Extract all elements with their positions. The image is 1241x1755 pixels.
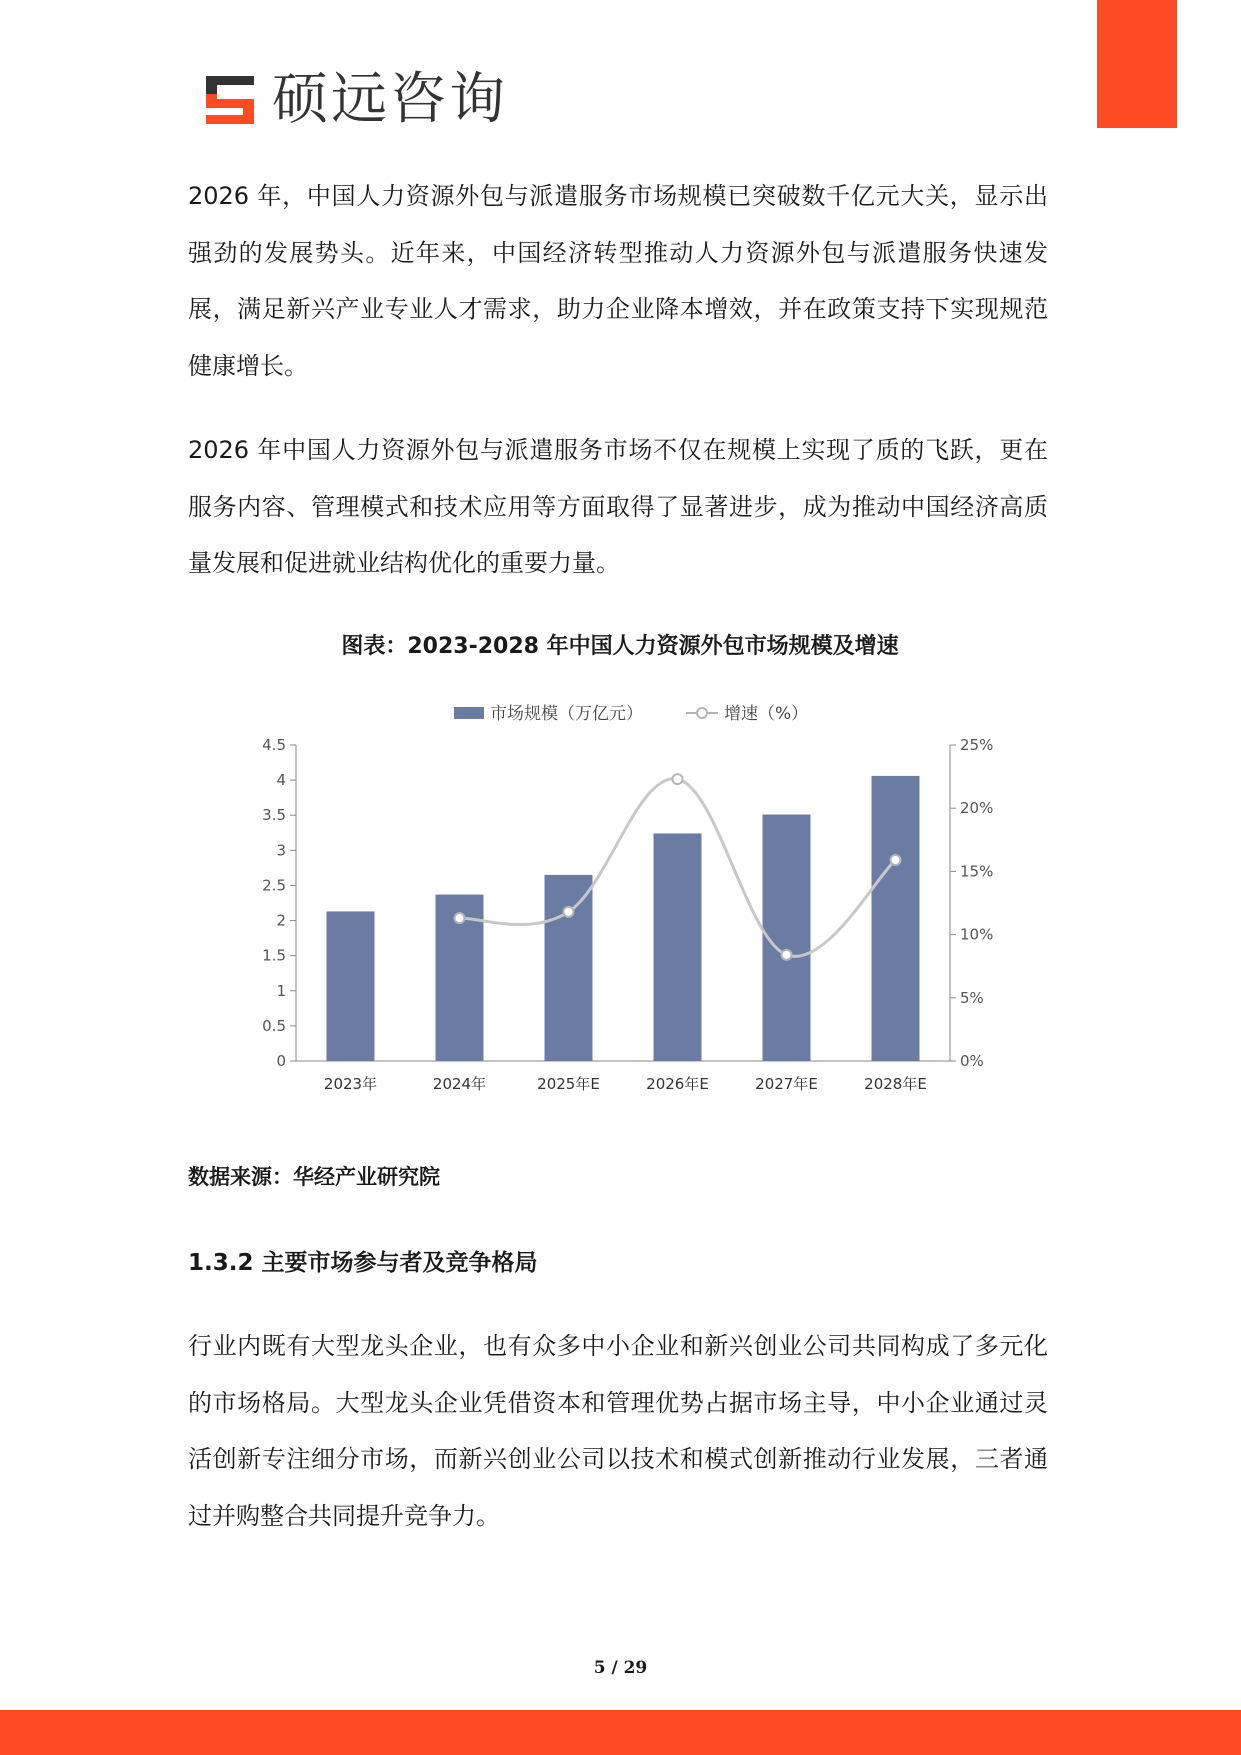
- growth-rate-point: [782, 950, 792, 960]
- left-axis-tick-label: 0: [276, 1052, 286, 1070]
- right-axis-tick-label: 0%: [960, 1052, 984, 1070]
- left-axis-tick-label: 2: [276, 911, 286, 930]
- brand-logo: [202, 67, 508, 132]
- x-axis-category-label: 2028年E: [864, 1075, 927, 1093]
- legend-swatch-growth-point: [697, 708, 707, 718]
- bar-market-size: [654, 833, 702, 1061]
- left-axis-tick-label: 1.5: [262, 946, 286, 965]
- legend-swatch-market-size: [454, 707, 484, 719]
- x-axis-category-label: 2025年E: [537, 1075, 600, 1093]
- right-axis-tick-label: 5%: [960, 988, 984, 1007]
- right-axis-tick-label: 20%: [960, 799, 994, 818]
- left-axis-tick-label: 4: [276, 771, 286, 790]
- left-axis-tick-label: 0.5: [262, 1016, 286, 1035]
- growth-rate-point: [891, 855, 901, 865]
- legend-label-market-size: 市场规模（万亿元）: [490, 704, 643, 724]
- left-axis-tick-label: 3: [276, 841, 286, 860]
- x-axis-category-label: 2023年: [323, 1075, 378, 1093]
- x-axis-category-label: 2026年E: [646, 1075, 709, 1093]
- corner-accent-tab: [1097, 0, 1177, 128]
- s-block-logo-icon: [202, 72, 258, 128]
- growth-rate-point: [564, 907, 574, 917]
- body-paragraph-2: 2026 年中国人力资源外包与派遣服务市场不仅在规模上实现了质的飞跃，更在服务内容、管理模式和技术应用等方面取得了显著进步，成为推动中国经济高质量发展和促进就业结构优化的重要力量。: [188, 436, 1048, 577]
- growth-rate-point: [455, 913, 465, 923]
- data-source-note: 数据来源：华经产业研究院: [188, 1165, 440, 1189]
- page-number: 5 / 29: [593, 1658, 648, 1678]
- section-heading: 1.3.2 主要市场参与者及竞争格局: [188, 1250, 538, 1276]
- growth-rate-point: [673, 774, 683, 784]
- right-axis-tick-label: 25%: [960, 736, 994, 754]
- bar-market-size: [872, 776, 920, 1061]
- bar-market-size: [545, 875, 593, 1061]
- right-axis-tick-label: 15%: [960, 862, 994, 881]
- section-paragraph: 行业内既有大型龙头企业，也有众多中小企业和新兴创业公司共同构成了多元化的市场格局。大型龙头企业凭借资本和管理优势占据市场主导，中小企业通过灵活创新专注细分市场，而新兴创业公司以技术和模式创新推动行业发展，三者通过并购整合共同提升竞争力。: [188, 1332, 1048, 1530]
- bar-market-size: [327, 911, 375, 1061]
- brand-name: 硕远咨询: [272, 67, 508, 132]
- market-size-chart: [246, 695, 994, 1107]
- body-paragraph-1: 2026 年，中国人力资源外包与派遣服务市场规模已突破数千亿元大关，显示出强劲的发展势头。近年来，中国经济转型推动人力资源外包与派遣服务快速发展，满足新兴产业专业人才需求，助力企业降本增效，并在政策支持下实现规范健康增长。: [188, 182, 1048, 380]
- left-axis-tick-label: 2.5: [262, 876, 286, 895]
- x-axis-category-label: 2024年: [432, 1075, 487, 1093]
- right-axis-tick-label: 10%: [960, 925, 994, 944]
- chart-caption: 图表：2023-2028 年中国人力资源外包市场规模及增速: [341, 634, 899, 659]
- left-axis-tick-label: 1: [276, 981, 286, 1000]
- footer-accent-bar: [0, 1710, 1241, 1755]
- left-axis-tick-label: 3.5: [262, 806, 286, 825]
- legend-label-growth-rate: 增速（%）: [724, 704, 809, 724]
- left-axis-tick-label: 4.5: [262, 736, 286, 754]
- x-axis-category-label: 2027年E: [755, 1075, 818, 1093]
- chart-canvas: [246, 695, 994, 1107]
